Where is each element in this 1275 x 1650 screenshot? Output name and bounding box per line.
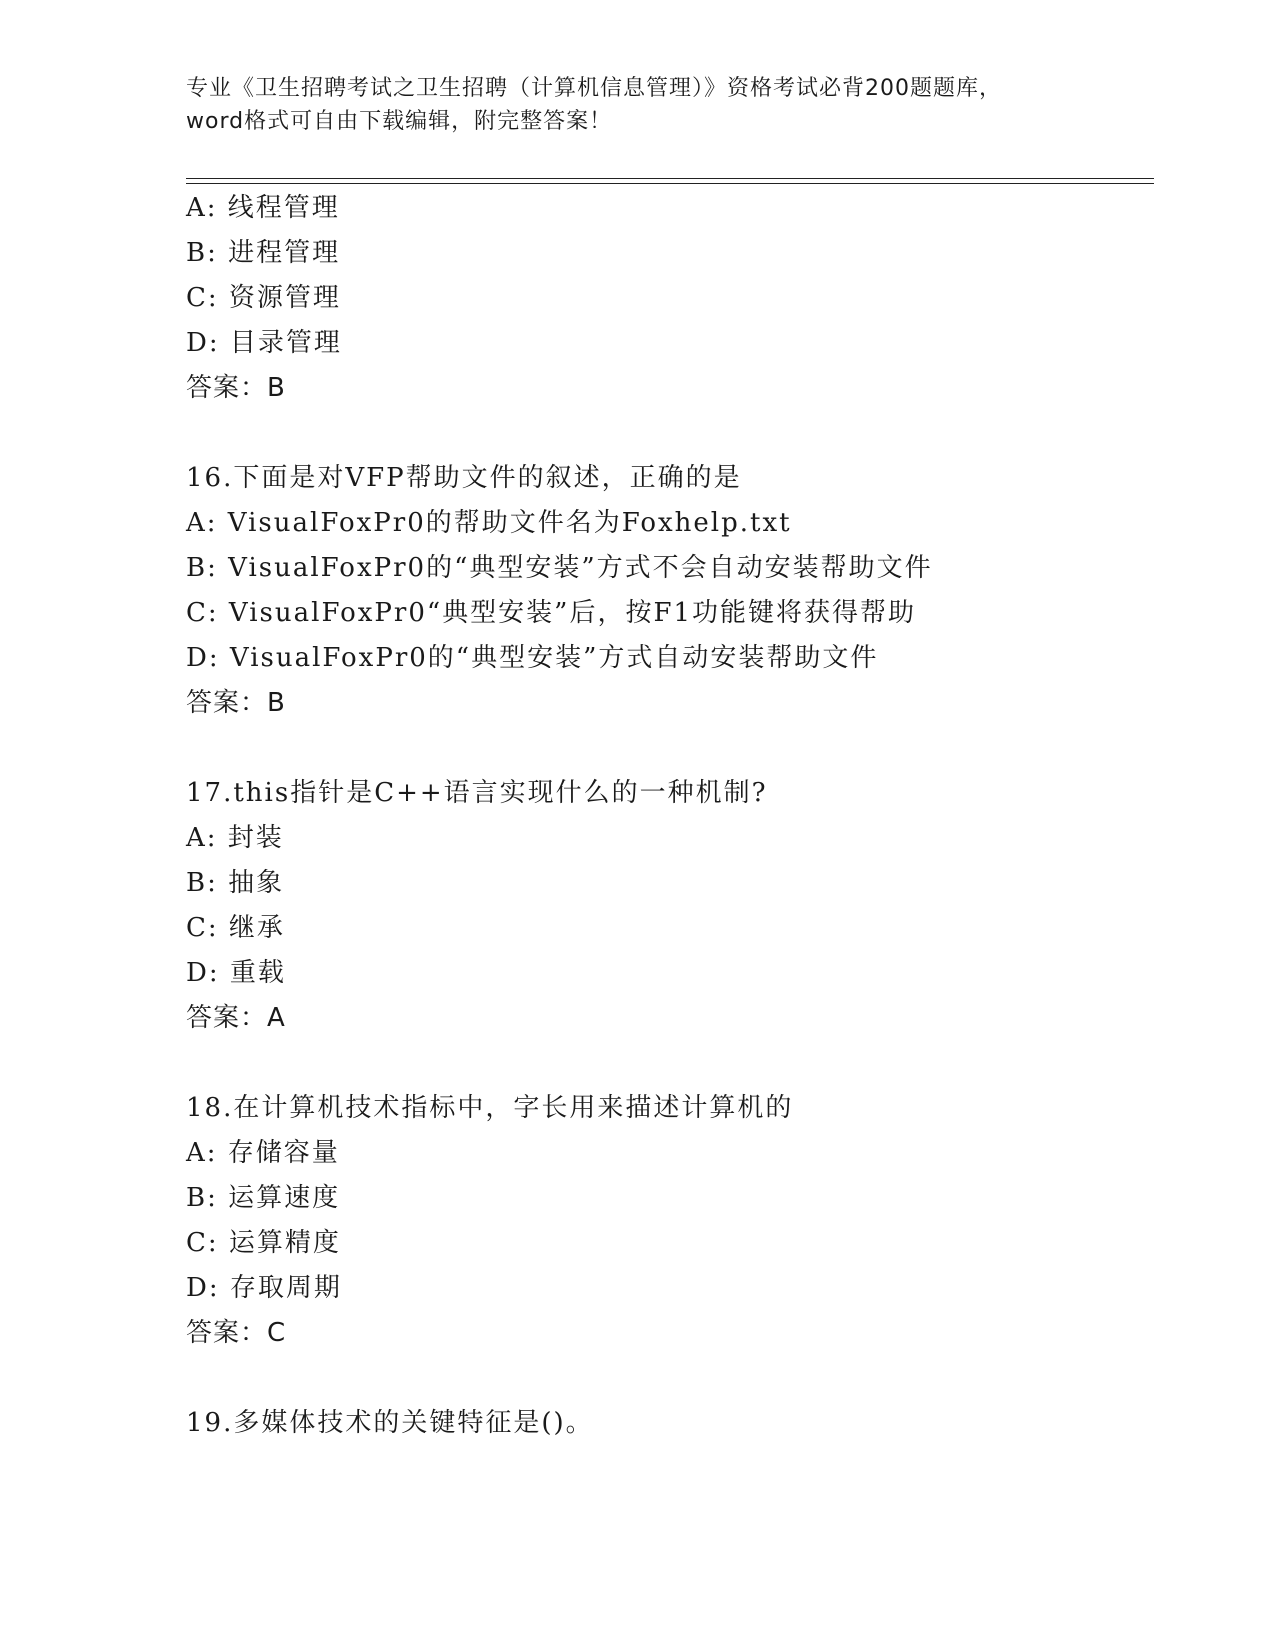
q15-option-b: B: 进程管理 bbox=[186, 238, 341, 268]
q16-option-c: C: VisualFoxPr0“典型安装”后，按F1功能键将获得帮助 bbox=[186, 598, 917, 628]
header-line-2: word格式可自由下载编辑，附完整答案！ bbox=[186, 109, 613, 134]
q17-option-a: A: 封装 bbox=[186, 823, 284, 853]
q18-answer: 答案：C bbox=[186, 1318, 287, 1348]
header-line-1: 专业《卫生招聘考试之卫生招聘（计算机信息管理）》资格考试必背200题题库， bbox=[186, 76, 1002, 101]
header-rule-top bbox=[186, 178, 1154, 179]
q16-option-b: B: VisualFoxPr0的“典型安装”方式不会自动安装帮助文件 bbox=[186, 553, 933, 583]
q18-question: 18.在计算机技术指标中，字长用来描述计算机的 bbox=[186, 1093, 794, 1123]
q17-answer: 答案：A bbox=[186, 1003, 286, 1033]
q16-option-d: D: VisualFoxPr0的“典型安装”方式自动安装帮助文件 bbox=[186, 643, 879, 673]
q15-option-d: D: 目录管理 bbox=[186, 328, 342, 358]
q17-option-b: B: 抽象 bbox=[186, 868, 285, 898]
q19-question: 19.多媒体技术的关键特征是()。 bbox=[186, 1408, 594, 1438]
q18-option-d: D: 存取周期 bbox=[186, 1273, 342, 1303]
q17-option-c: C: 继承 bbox=[186, 913, 285, 943]
q16-option-a: A: VisualFoxPr0的帮助文件名为Foxhelp.txt bbox=[186, 508, 792, 538]
q18-option-b: B: 运算速度 bbox=[186, 1183, 341, 1213]
q16-question: 16.下面是对VFP帮助文件的叙述，正确的是 bbox=[186, 463, 742, 493]
q16-answer: 答案：B bbox=[186, 688, 286, 718]
q17-option-d: D: 重载 bbox=[186, 958, 286, 988]
q15-answer: 答案：B bbox=[186, 373, 286, 403]
q15-option-c: C: 资源管理 bbox=[186, 283, 341, 313]
q18-option-c: C: 运算精度 bbox=[186, 1228, 341, 1258]
q17-question: 17.this指针是C++语言实现什么的一种机制? bbox=[186, 778, 768, 808]
q15-option-a: A: 线程管理 bbox=[186, 193, 340, 223]
header-rule-bottom bbox=[186, 183, 1154, 184]
q18-option-a: A: 存储容量 bbox=[186, 1138, 340, 1168]
document-header bbox=[186, 72, 1086, 138]
